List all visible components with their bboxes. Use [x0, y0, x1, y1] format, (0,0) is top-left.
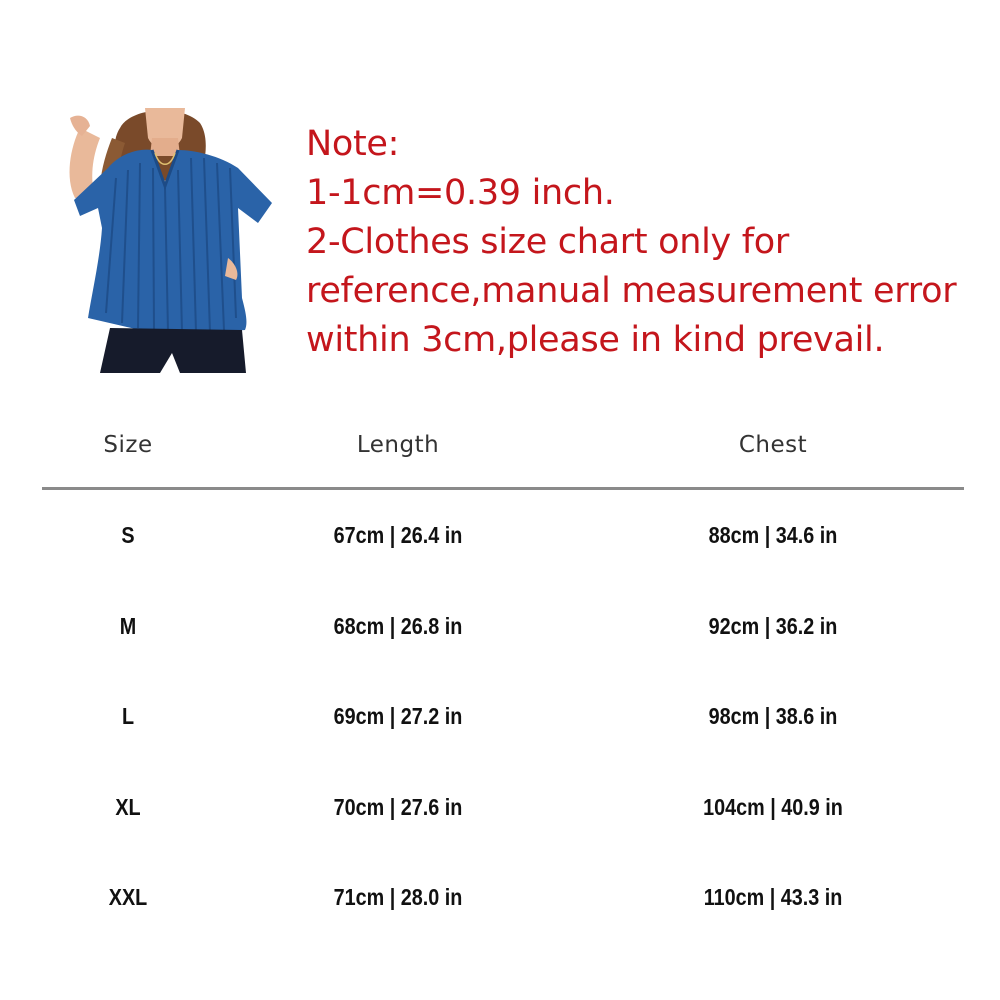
- product-photo: [60, 108, 282, 373]
- size-note: [306, 120, 986, 365]
- note-conversion: 1-1cm=0.39 inch.: [306, 173, 615, 213]
- model-wearing-blue-v-neck-top-photo: [60, 108, 282, 373]
- table-row: [42, 762, 964, 853]
- length-cell: 71cm | 28.0 in: [333, 884, 463, 910]
- size-chart-table: [42, 420, 964, 943]
- length-cell: 69cm | 27.2 in: [333, 703, 463, 729]
- size-cell: M: [119, 612, 137, 639]
- size-cell: L: [121, 703, 135, 729]
- table-row: [42, 581, 964, 672]
- note-title: Note:: [306, 124, 400, 164]
- table-row: [42, 490, 964, 581]
- note-disclaimer-line-1: 2-Clothes size chart only for: [306, 222, 789, 262]
- table-row: [42, 852, 964, 943]
- length-cell: 68cm | 26.8 in: [333, 612, 463, 639]
- size-cell: XL: [115, 793, 141, 820]
- length-cell: 67cm | 26.4 in: [333, 522, 463, 548]
- header-length: Length: [356, 432, 440, 458]
- length-cell: 70cm | 27.6 in: [333, 793, 463, 820]
- chest-cell: 104cm | 40.9 in: [703, 793, 843, 820]
- table-header: [42, 420, 964, 490]
- size-cell: XXL: [108, 884, 148, 910]
- chest-cell: 88cm | 34.6 in: [708, 522, 838, 548]
- chest-cell: 98cm | 38.6 in: [708, 703, 838, 729]
- size-cell: S: [121, 522, 135, 548]
- note-disclaimer-line-2: reference,manual measurement error: [306, 271, 957, 311]
- chest-cell: 92cm | 36.2 in: [708, 612, 838, 639]
- header-size: Size: [103, 432, 153, 458]
- header-chest: Chest: [738, 432, 808, 458]
- table-row: [42, 671, 964, 762]
- chest-cell: 110cm | 43.3 in: [703, 884, 843, 910]
- note-disclaimer-line-3: within 3cm,please in kind prevail.: [306, 320, 885, 360]
